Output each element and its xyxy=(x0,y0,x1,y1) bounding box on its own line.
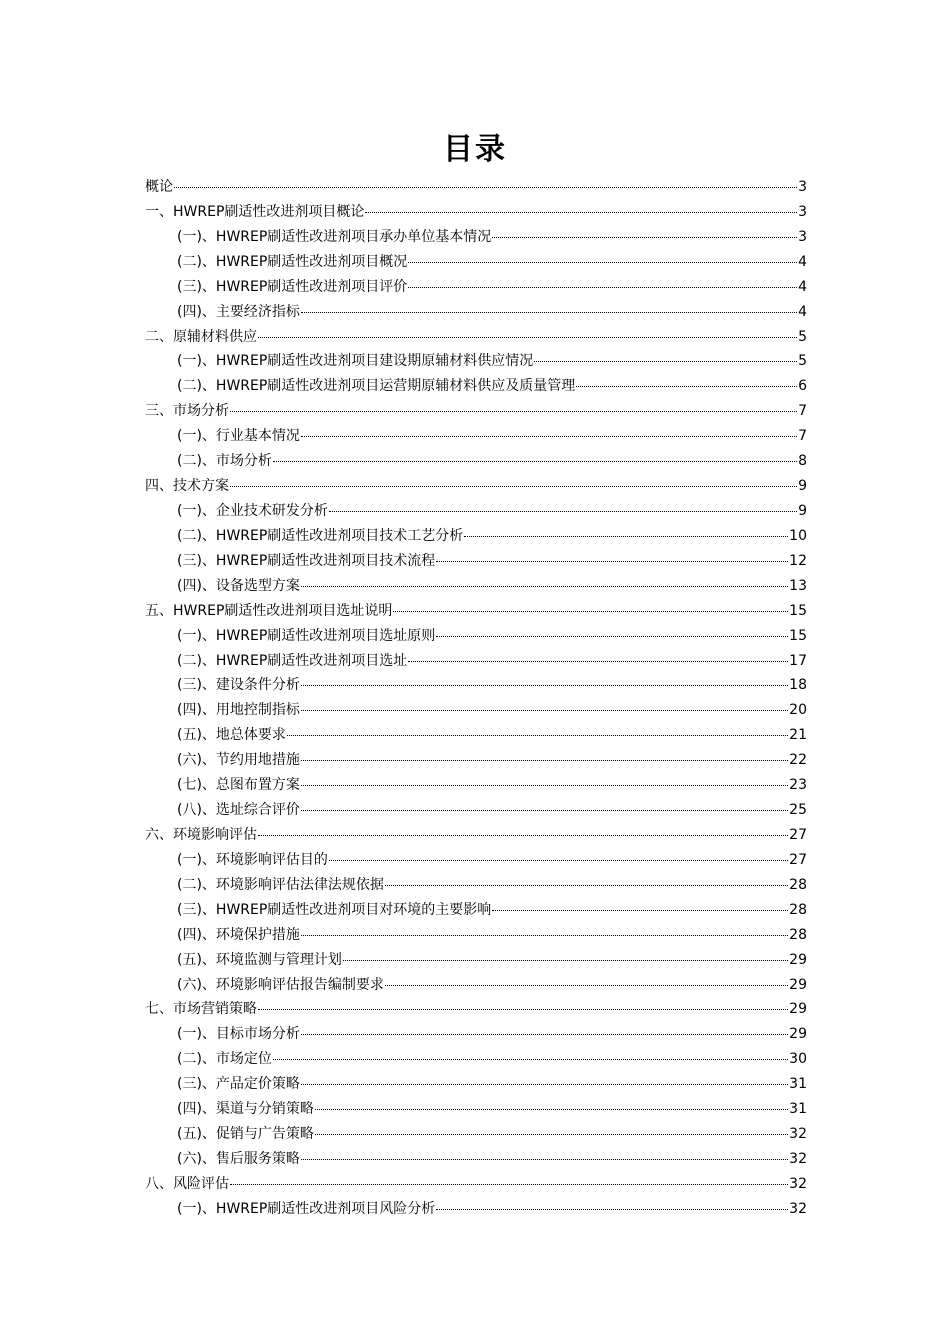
toc-entry[interactable] xyxy=(145,1097,807,1122)
toc-entry[interactable] xyxy=(145,698,807,723)
toc-entry[interactable] xyxy=(145,599,807,624)
toc-entry[interactable] xyxy=(145,748,807,773)
toc-entry[interactable] xyxy=(145,524,807,549)
toc-page-number: 3 xyxy=(798,228,807,245)
toc-entry[interactable] xyxy=(145,823,807,848)
toc-entry[interactable] xyxy=(145,499,807,524)
toc-entry-text: (一)、环境影响评估目的 xyxy=(177,851,328,868)
toc-entry-text: (四)、渠道与分销策略 xyxy=(177,1101,314,1118)
toc-entry[interactable] xyxy=(145,1022,807,1047)
toc-dot-leader xyxy=(301,934,788,936)
toc-page-number: 3 xyxy=(798,179,807,195)
toc-dot-leader xyxy=(301,684,788,686)
toc-dot-leader xyxy=(301,1083,788,1085)
toc-entry[interactable] xyxy=(145,848,807,873)
toc-entry[interactable] xyxy=(145,325,807,350)
toc-dot-leader xyxy=(385,884,788,886)
toc-page-number: 21 xyxy=(789,727,807,744)
toc-dot-leader xyxy=(301,311,797,313)
toc-entry-text: 三、市场分析 xyxy=(145,403,229,420)
toc-entry-text: (二)、市场分析 xyxy=(177,453,272,470)
toc-page-number: 28 xyxy=(789,926,807,943)
toc-dot-leader xyxy=(301,709,788,711)
toc-entry[interactable] xyxy=(145,474,807,499)
toc-dot-leader xyxy=(230,1183,788,1185)
toc-entry-text: (六)、售后服务策略 xyxy=(177,1150,300,1167)
toc-dot-leader xyxy=(408,660,788,662)
toc-dot-leader xyxy=(436,560,788,562)
toc-entry-text: (二)、HWREP刷适性改进剂项目技术工艺分析 xyxy=(177,527,464,544)
toc-entry-text: (三)、HWREP刷适性改进剂项目技术流程 xyxy=(177,552,436,569)
toc-entry[interactable] xyxy=(145,723,807,748)
toc-entry[interactable] xyxy=(145,1172,807,1197)
toc-entry-text: (二)、市场定位 xyxy=(177,1051,272,1068)
toc-entry-text: (二)、HWREP刷适性改进剂项目运营期原辅材料供应及质量管理 xyxy=(177,378,576,395)
toc-entry-text: 七、市场营销策略 xyxy=(145,1001,257,1018)
toc-entry[interactable] xyxy=(145,624,807,649)
toc-dot-leader xyxy=(301,585,788,587)
toc-entry[interactable] xyxy=(145,549,807,574)
toc-entry[interactable] xyxy=(145,973,807,998)
toc-entry-text: 四、技术方案 xyxy=(145,478,229,495)
toc-page-number: 29 xyxy=(789,976,807,993)
toc-page-number: 28 xyxy=(789,901,807,918)
toc-dot-leader xyxy=(301,809,788,811)
toc-entry[interactable] xyxy=(145,773,807,798)
toc-entry-text: (一)、HWREP刷适性改进剂项目建设期原辅材料供应情况 xyxy=(177,353,534,370)
toc-entry-text: 六、环境影响评估 xyxy=(145,826,257,843)
toc-dot-leader xyxy=(408,261,797,263)
toc-entry[interactable] xyxy=(145,1072,807,1097)
toc-dot-leader xyxy=(329,510,797,512)
toc-entry-text: 五、HWREP刷适性改进剂项目选址说明 xyxy=(145,602,393,619)
toc-entry-text: (六)、环境影响评估报告编制要求 xyxy=(177,976,384,993)
toc-entry[interactable] xyxy=(145,225,807,250)
toc-dot-leader xyxy=(365,211,797,213)
toc-entry[interactable] xyxy=(145,399,807,424)
toc-dot-leader xyxy=(315,1133,788,1135)
toc-entry[interactable] xyxy=(145,1147,807,1172)
toc-page-number: 7 xyxy=(798,428,807,445)
toc-page-number: 9 xyxy=(798,478,807,495)
toc-entry-text: (四)、主要经济指标 xyxy=(177,303,300,320)
toc-entry[interactable] xyxy=(145,200,807,225)
toc-entry[interactable] xyxy=(145,923,807,948)
toc-page-number: 7 xyxy=(798,403,807,420)
toc-entry[interactable] xyxy=(145,424,807,449)
toc-page-number: 31 xyxy=(789,1076,807,1093)
toc-list xyxy=(145,175,807,1222)
toc-entry-text: (一)、HWREP刷适性改进剂项目承办单位基本情况 xyxy=(177,228,492,245)
toc-entry[interactable] xyxy=(145,449,807,474)
toc-entry[interactable] xyxy=(145,374,807,399)
toc-entry-text: (一)、目标市场分析 xyxy=(177,1026,300,1043)
toc-entry[interactable] xyxy=(145,873,807,898)
toc-entry-text: (四)、设备选型方案 xyxy=(177,577,300,594)
toc-entry[interactable] xyxy=(145,898,807,923)
toc-entry[interactable] xyxy=(145,673,807,698)
toc-entry[interactable] xyxy=(145,1197,807,1222)
toc-dot-leader xyxy=(315,1108,788,1110)
toc-entry[interactable] xyxy=(145,649,807,674)
toc-page-number: 23 xyxy=(789,777,807,794)
toc-entry-text: 二、原辅材料供应 xyxy=(145,328,257,345)
toc-page-number: 29 xyxy=(789,1026,807,1043)
toc-page-number: 22 xyxy=(789,752,807,769)
toc-entry[interactable] xyxy=(145,175,807,200)
toc-dot-leader xyxy=(329,859,788,861)
toc-page-number: 5 xyxy=(798,353,807,370)
toc-entry-text: (三)、建设条件分析 xyxy=(177,677,300,694)
toc-dot-leader xyxy=(301,784,788,786)
toc-entry-text: (二)、环境影响评估法律法规依据 xyxy=(177,876,384,893)
toc-page-number: 10 xyxy=(789,527,807,544)
toc-entry-text: (六)、节约用地措施 xyxy=(177,752,300,769)
toc-entry[interactable] xyxy=(145,300,807,325)
toc-dot-leader xyxy=(273,1058,788,1060)
toc-dot-leader xyxy=(230,485,797,487)
toc-page-number: 17 xyxy=(789,652,807,669)
toc-page-number: 32 xyxy=(789,1200,807,1217)
toc-page-number: 8 xyxy=(798,453,807,470)
toc-entry-text: (五)、促销与广告策略 xyxy=(177,1126,314,1143)
toc-page-number: 4 xyxy=(798,253,807,270)
toc-entry[interactable] xyxy=(145,349,807,374)
toc-entry-text: (二)、HWREP刷适性改进剂项目概况 xyxy=(177,253,408,270)
toc-dot-leader xyxy=(436,635,788,637)
toc-dot-leader xyxy=(534,360,797,362)
toc-entry-text: (五)、地总体要求 xyxy=(177,727,286,744)
toc-page-number: 28 xyxy=(789,876,807,893)
toc-dot-leader xyxy=(258,1008,788,1010)
toc-page-number: 4 xyxy=(798,303,807,320)
toc-page-number: 32 xyxy=(789,1126,807,1143)
toc-page-number: 4 xyxy=(798,278,807,295)
toc-dot-leader xyxy=(343,959,788,961)
toc-entry-text: (八)、选址综合评价 xyxy=(177,802,300,819)
toc-dot-leader xyxy=(393,610,788,612)
toc-page-number: 27 xyxy=(789,851,807,868)
toc-entry[interactable] xyxy=(145,1047,807,1072)
toc-entry-text: 一、HWREP刷适性改进剂项目概论 xyxy=(145,203,365,220)
toc-page-number: 5 xyxy=(798,328,807,345)
toc-entry-text: 概论 xyxy=(145,179,173,195)
toc-page-number: 3 xyxy=(798,203,807,220)
toc-dot-leader xyxy=(301,759,788,761)
toc-dot-leader xyxy=(436,1208,788,1210)
toc-page-number: 6 xyxy=(798,378,807,395)
toc-dot-leader xyxy=(258,336,797,338)
toc-page-number: 9 xyxy=(798,502,807,519)
toc-entry[interactable] xyxy=(145,798,807,823)
toc-entry[interactable] xyxy=(145,997,807,1022)
toc-dot-leader xyxy=(576,385,797,387)
toc-entry-text: (一)、HWREP刷适性改进剂项目风险分析 xyxy=(177,1200,436,1217)
toc-entry-text: (二)、HWREP刷适性改进剂项目选址 xyxy=(177,652,408,669)
toc-page-number: 30 xyxy=(789,1051,807,1068)
toc-entry-text: (一)、企业技术研发分析 xyxy=(177,502,328,519)
toc-dot-leader xyxy=(492,236,797,238)
toc-entry[interactable] xyxy=(145,574,807,599)
toc-page-number: 15 xyxy=(789,602,807,619)
toc-title: 目录 xyxy=(443,132,507,167)
toc-entry[interactable] xyxy=(145,250,807,275)
toc-dot-leader xyxy=(464,535,788,537)
toc-entry-text: (七)、总图布置方案 xyxy=(177,777,300,794)
toc-dot-leader xyxy=(273,460,797,462)
toc-entry-text: (四)、用地控制指标 xyxy=(177,702,300,719)
toc-page-number: 32 xyxy=(789,1175,807,1192)
toc-dot-leader xyxy=(230,410,797,412)
toc-page-number: 18 xyxy=(789,677,807,694)
toc-page-number: 27 xyxy=(789,826,807,843)
toc-page-number: 20 xyxy=(789,702,807,719)
toc-entry[interactable] xyxy=(145,948,807,973)
toc-dot-leader xyxy=(301,435,797,437)
toc-page-number: 31 xyxy=(789,1101,807,1118)
toc-dot-leader xyxy=(385,984,788,986)
toc-dot-leader xyxy=(174,186,797,188)
toc-entry-text: 八、风险评估 xyxy=(145,1175,229,1192)
toc-entry-text: (五)、环境监测与管理计划 xyxy=(177,951,342,968)
toc-dot-leader xyxy=(258,834,788,836)
toc-page-number: 12 xyxy=(789,552,807,569)
toc-page-number: 15 xyxy=(789,627,807,644)
toc-dot-leader xyxy=(301,1033,788,1035)
toc-entry-text: (三)、产品定价策略 xyxy=(177,1076,300,1093)
toc-entry-text: (三)、HWREP刷适性改进剂项目对环境的主要影响 xyxy=(177,901,492,918)
toc-page-number: 25 xyxy=(789,802,807,819)
toc-dot-leader xyxy=(408,286,797,288)
toc-entry[interactable] xyxy=(145,1122,807,1147)
toc-page-number: 13 xyxy=(789,577,807,594)
toc-page-number: 29 xyxy=(789,951,807,968)
toc-entry[interactable] xyxy=(145,275,807,300)
toc-entry-text: (一)、行业基本情况 xyxy=(177,428,300,445)
toc-entry-text: (一)、HWREP刷适性改进剂项目选址原则 xyxy=(177,627,436,644)
toc-dot-leader xyxy=(492,909,788,911)
toc-page-number: 32 xyxy=(789,1150,807,1167)
toc-entry-text: (四)、环境保护措施 xyxy=(177,926,300,943)
toc-dot-leader xyxy=(287,734,788,736)
toc-dot-leader xyxy=(301,1158,788,1160)
toc-entry-text: (三)、HWREP刷适性改进剂项目评价 xyxy=(177,278,408,295)
toc-page-number: 29 xyxy=(789,1001,807,1018)
